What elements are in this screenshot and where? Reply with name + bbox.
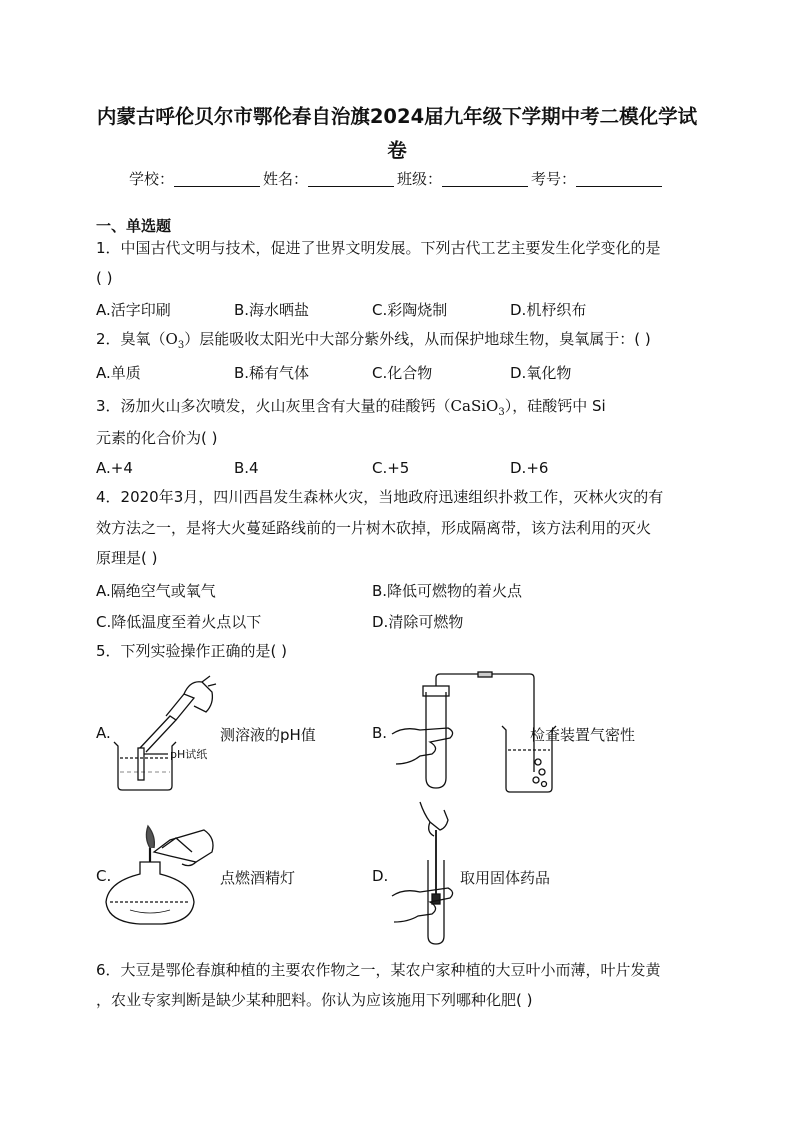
- q3-option-d[interactable]: D.+6: [510, 459, 549, 477]
- ozone-formula-sub: 3: [177, 340, 185, 351]
- q5-option-b-label[interactable]: B.: [372, 724, 388, 742]
- q4-option-b[interactable]: B.降低可燃物的着火点: [372, 582, 523, 600]
- q4-line-3: 原理是( ): [96, 549, 158, 567]
- title-line-2: 卷: [387, 139, 407, 162]
- q5-option-a-label[interactable]: A.: [96, 724, 111, 742]
- ozone-formula: [165, 330, 185, 351]
- q6-line-1: 6．大豆是鄂伦春旗种植的主要农作物之一，某农户家种植的大豆叶小而薄，叶片发黄: [96, 961, 661, 979]
- section-heading: 一、单选题: [96, 217, 172, 235]
- q2-option-b[interactable]: B.稀有气体: [234, 364, 310, 382]
- school-blank[interactable]: [174, 170, 260, 187]
- calcium-silicate-formula-base: CaSiO: [450, 397, 499, 415]
- q2-text-pre: 2．臭氧（: [96, 330, 166, 348]
- calcium-silicate-formula-sub: 3: [498, 407, 505, 418]
- q3-option-b[interactable]: B.4: [234, 459, 259, 477]
- q4-option-a[interactable]: A.隔绝空气或氧气: [96, 582, 216, 600]
- q5-option-b-text: 检查装置气密性: [530, 726, 636, 744]
- q6-line-2: ，农业专家判断是缺少某种肥料。你认为应该施用下列哪种化肥( ): [96, 991, 533, 1009]
- student-info-line: [0, 168, 794, 189]
- q3-option-a[interactable]: A.+4: [96, 459, 133, 477]
- q2-option-d[interactable]: D.氧化物: [510, 364, 572, 382]
- q5-option-d-text: 取用固体药品: [460, 869, 551, 887]
- name-blank[interactable]: [308, 170, 394, 187]
- q1-line-2: ( ): [96, 269, 113, 287]
- q4-option-c[interactable]: C.降低温度至着火点以下: [96, 613, 262, 631]
- ozone-formula-base: O: [165, 330, 178, 348]
- exam-no-label: 考号：: [531, 170, 577, 188]
- q3-text-post: ），硅酸钙中 Si: [504, 397, 606, 415]
- q5-option-a-text: 测溶液的pH值: [220, 726, 316, 744]
- q3-text-pre: 3．汤加火山多次喷发，火山灰里含有大量的硅酸钙（: [96, 397, 451, 415]
- q3-line-2: 元素的化合价为( ): [96, 429, 218, 447]
- q1-option-a[interactable]: A.活字印刷: [96, 301, 171, 319]
- name-label: 姓名：: [262, 170, 308, 188]
- q2-option-a[interactable]: A.单质: [96, 364, 141, 382]
- solid-reagent-illustration: [390, 800, 460, 948]
- q5-option-d-label[interactable]: D.: [372, 867, 389, 885]
- class-blank[interactable]: [442, 170, 528, 187]
- q2-line-1: [96, 324, 651, 361]
- airtightness-check-illustration: [390, 672, 570, 797]
- q4-line-2: 效方法之一，是将大火蔓延路线前的一片树木砍掉，形成隔离带，该方法利用的灭火: [96, 519, 652, 537]
- calcium-silicate-formula: [450, 397, 505, 418]
- class-label: 班级：: [397, 170, 443, 188]
- q2-option-c[interactable]: C.化合物: [372, 364, 433, 382]
- q4-option-d[interactable]: D.清除可燃物: [372, 613, 464, 631]
- q5-option-c-label[interactable]: C.: [96, 867, 112, 885]
- q1-option-b[interactable]: B.海水晒盐: [234, 301, 310, 319]
- q1-option-c[interactable]: C.彩陶烧制: [372, 301, 448, 319]
- title-line-1: 内蒙古呼伦贝尔市鄂伦春自治旗2024届九年级下学期中考二模化学试: [96, 105, 698, 128]
- q1-option-d[interactable]: D.机杼织布: [510, 301, 587, 319]
- exam-title: [60, 100, 734, 168]
- q1-line-1: 1．中国古代文明与技术，促进了世界文明发展。下列古代工艺主要发生化学变化的是: [96, 239, 661, 257]
- alcohol-lamp-illustration: [100, 818, 220, 928]
- q5-line-1: 5．下列实验操作正确的是( ): [96, 642, 288, 660]
- ph-paper-label: pH试纸: [170, 748, 208, 761]
- q5-option-c-text: 点燃酒精灯: [220, 869, 296, 887]
- exam-no-blank[interactable]: [576, 170, 662, 187]
- q2-text-post: ）层能吸收太阳光中大部分紫外线，从而保护地球生物，臭氧属于：( ): [184, 330, 651, 348]
- q3-option-c[interactable]: C.+5: [372, 459, 410, 477]
- ph-test-illustration: [110, 672, 220, 792]
- q4-line-1: 4．2020年3月，四川西昌发生森林火灾，当地政府迅速组织扑救工作，灭林火灾的有: [96, 488, 664, 506]
- school-label: 学校：: [128, 170, 174, 188]
